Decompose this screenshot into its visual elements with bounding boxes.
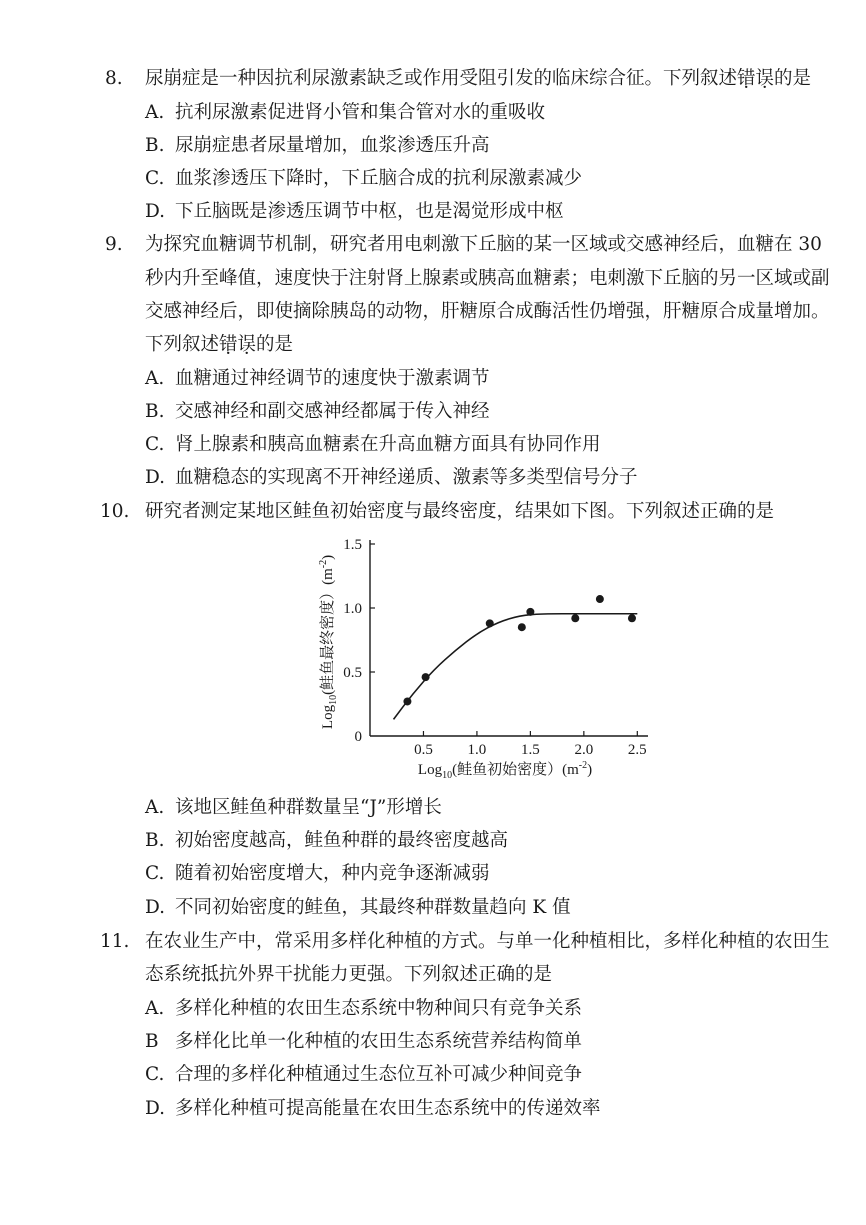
question-8-option-c: C. 血浆渗透压下降时，下丘脑合成的抗利尿激素减少 xyxy=(145,168,583,189)
x-tick-label: 0.5 xyxy=(414,742,433,758)
chart-axes xyxy=(370,540,648,736)
svg-text:Log10(鲑鱼初始密度）(m-2): Log$_{10}$(鲑鱼初始密度）$(m^{-2})$ xyxy=(417,760,593,781)
question-9-stem-line-4: 下列叙述错误的是 xyxy=(145,334,294,355)
data-point xyxy=(596,595,604,603)
question-11-option-d: D. 多样化种植可提高能量在农田生态系统中的传递效率 xyxy=(145,1098,601,1119)
fit-curve xyxy=(394,614,638,720)
question-11-number: 11. xyxy=(100,931,130,952)
data-point xyxy=(628,614,636,622)
question-10-stem: 研究者测定某地区鲑鱼初始密度与最终密度，结果如下图。下列叙述正确的是 xyxy=(145,501,775,522)
data-point xyxy=(486,619,494,627)
fit-curve-layer xyxy=(394,614,638,720)
question-9-number: 9. xyxy=(105,234,123,255)
question-10-number: 10. xyxy=(100,501,130,522)
question-8-option-a: A. 抗利尿激素促进肾小管和集合管对水的重吸收 xyxy=(145,102,546,123)
data-points-layer xyxy=(403,595,636,705)
question-11-option-a: A. 多样化种植的农田生态系统中物种间只有竞争关系 xyxy=(145,998,583,1019)
y-tick-label: 1.0 xyxy=(343,601,362,617)
y-tick-label: 1.5 xyxy=(343,537,362,553)
question-9-stem-line-1: 为探究血糖调节机制，研究者用电刺激下丘脑的某一区域或交感神经后，血糖在 30 xyxy=(145,234,822,255)
svg-text:Log10(鲑鱼最终密度）(m-2): Log$_{10}$(鲑鱼最终密度）$(m^{-2})$ xyxy=(318,554,339,730)
question-9-option-a: A. 血糖通过神经调节的速度快于激素调节 xyxy=(145,368,490,389)
x-axis-label xyxy=(418,760,592,781)
question-9-option-c: C. 肾上腺素和胰高血糖素在升高血糖方面具有协同作用 xyxy=(145,434,601,455)
question-8-stem: 尿崩症是一种因抗利尿激素缺乏或作用受阻引发的临床综合征。下列叙述错误的是 xyxy=(145,68,812,89)
x-tick-label: 1.0 xyxy=(467,742,487,758)
data-point xyxy=(403,697,411,705)
question-10-option-d: D. 不同初始密度的鲑鱼，其最终种群数量趋向 K 值 xyxy=(145,897,571,918)
x-tick-label: 2.5 xyxy=(627,742,647,758)
question-8-number: 8. xyxy=(105,68,123,89)
question-9-option-b: B. 交感神经和副交感神经都属于传入神经 xyxy=(145,401,490,422)
question-9-stem-line-2: 秒内升至峰值，速度快于注射肾上腺素或胰高血糖素；电刺激下丘脑的另一区域或副 xyxy=(145,268,830,289)
data-point xyxy=(518,623,526,631)
question-11-stem-line-1: 在农业生产中，常采用多样化种植的方式。与单一化种植相比，多样化种植的农田生 xyxy=(145,931,830,952)
salmon-density-chart xyxy=(300,530,660,785)
data-point xyxy=(571,614,579,622)
question-11-option-b: B 多样化比单一化种植的农田生态系统营养结构简单 xyxy=(145,1031,583,1052)
x-tick-label: 2.0 xyxy=(574,742,594,758)
question-10-option-a: A. 该地区鲑鱼种群数量呈“J”形增长 xyxy=(145,797,442,818)
question-11-stem-line-2: 态系统抵抗外界干扰能力更强。下列叙述正确的是 xyxy=(145,964,553,985)
data-point xyxy=(422,673,430,681)
chart-ticks xyxy=(343,537,646,758)
question-10-option-c: C. 随着初始密度增大，种内竞争逐渐减弱 xyxy=(145,863,490,884)
question-9-stem-line-3: 交感神经后，即使摘除胰岛的动物，肝糖原合成酶活性仍增强，肝糖原合成量增加。 xyxy=(145,301,830,322)
question-8-option-b: B. 尿崩症患者尿量增加，血浆渗透压升高 xyxy=(145,135,490,156)
question-9-option-d: D. 血糖稳态的实现离不开神经递质、激素等多类型信号分子 xyxy=(145,467,638,488)
y-tick-label: 0 xyxy=(354,729,362,745)
question-10-option-b: B. 初始密度越高，鲑鱼种群的最终密度越高 xyxy=(145,830,509,851)
x-tick-label: 1.5 xyxy=(521,742,540,758)
y-axis-label xyxy=(318,555,339,729)
data-point xyxy=(526,608,534,616)
y-tick-label: 0.5 xyxy=(343,665,362,681)
question-11-option-c: C. 合理的多样化种植通过生态位互补可减少种间竞争 xyxy=(145,1064,583,1085)
question-8-option-d: D. 下丘脑既是渗透压调节中枢，也是渴觉形成中枢 xyxy=(145,201,564,222)
